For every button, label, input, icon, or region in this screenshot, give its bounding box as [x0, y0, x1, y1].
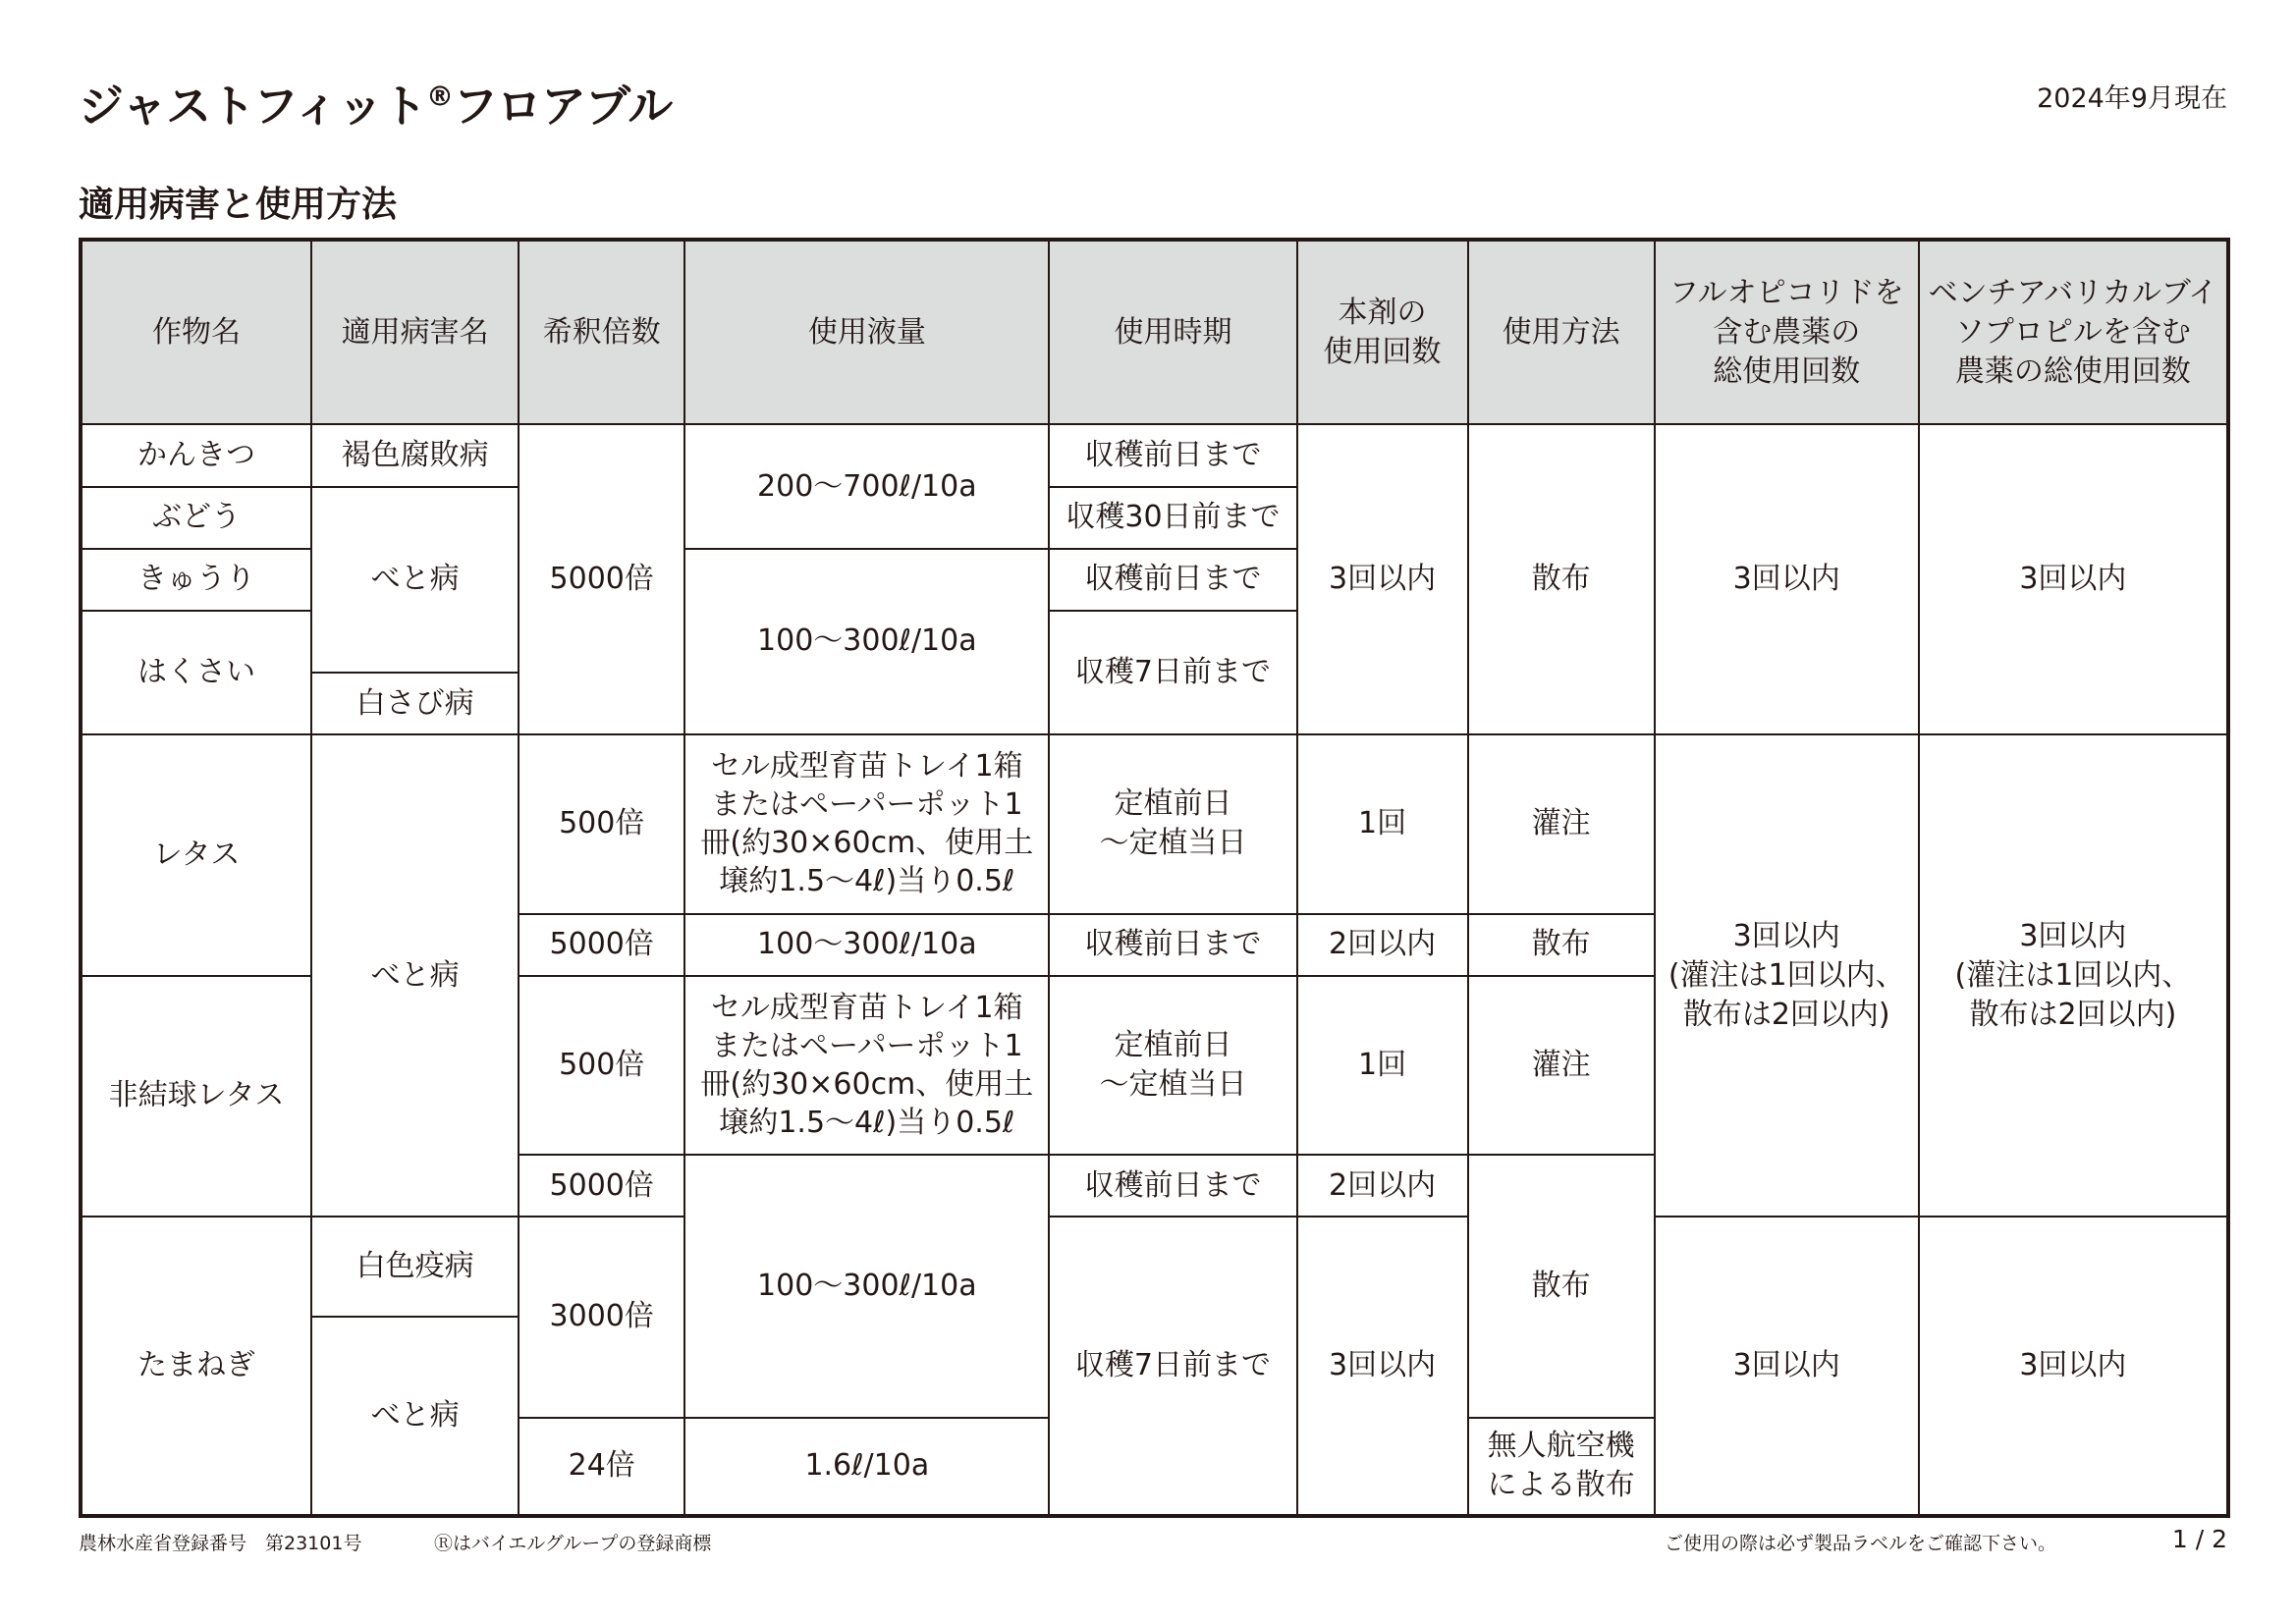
count-cell: 1回	[1297, 734, 1468, 913]
disease-cell: 白色疫病	[311, 1217, 519, 1317]
disease-cell: 白さび病	[311, 673, 519, 734]
volume-cell: 100〜300ℓ/10a	[684, 1155, 1049, 1418]
disease-cell: べと病	[311, 487, 519, 673]
trademark-note: Ⓡはバイエルグループの登録商標	[434, 1533, 712, 1554]
header-dilution: 希釈倍数	[519, 240, 684, 424]
timing-cell: 収穫前日まで	[1049, 914, 1296, 976]
header-count: 本剤の 使用回数	[1297, 240, 1468, 424]
registered-mark: ®	[426, 80, 454, 113]
header-crop: 作物名	[81, 240, 311, 424]
dilution-cell: 500倍	[519, 734, 684, 913]
disease-cell: べと病	[311, 1317, 519, 1516]
dilution-cell: 3000倍	[519, 1217, 684, 1417]
page-number: 1 / 2	[2171, 1525, 2227, 1553]
timing-cell: 定植前日 〜定植当日	[1049, 734, 1296, 913]
dilution-cell: 500倍	[519, 976, 684, 1155]
method-cell: 灌注	[1468, 734, 1655, 913]
method-cell: 散布	[1468, 1155, 1655, 1418]
crop-cell: ぶどう	[81, 487, 311, 549]
crop-cell: きゅうり	[81, 549, 311, 611]
timing-cell: 収穫前日まで	[1049, 1155, 1296, 1217]
fluopicolide-total-cell: 3回以内	[1655, 1217, 1919, 1516]
volume-cell: セル成型育苗トレイ1箱 またはペーパーポット1 冊(約30×60cm、使用土 壌約1.5〜4ℓ)当り0.5ℓ	[684, 734, 1049, 913]
disease-cell: 褐色腐敗病	[311, 424, 519, 486]
fluopicolide-total-cell: 3回以内	[1655, 424, 1919, 734]
crop-cell: かんきつ	[81, 424, 311, 486]
crop-cell: 非結球レタス	[81, 976, 311, 1217]
timing-cell: 定植前日 〜定植当日	[1049, 976, 1296, 1155]
disease-cell: べと病	[311, 734, 519, 1217]
timing-cell: 収穫30日前まで	[1049, 487, 1296, 549]
benthiavalicarb-total-cell: 3回以内	[1919, 1217, 2228, 1516]
table-row	[81, 424, 2228, 486]
table-row	[81, 734, 2228, 913]
header-disease: 適用病害名	[311, 240, 519, 424]
header-fluopicolide-total: フルオピコリドを 含む農薬の 総使用回数	[1655, 240, 1919, 424]
as-of-date: 2024年9月現在	[2037, 83, 2227, 114]
count-cell: 2回以内	[1297, 1155, 1468, 1217]
count-cell: 1回	[1297, 976, 1468, 1155]
registration-number: 農林水産省登録番号 第23101号	[79, 1533, 362, 1554]
header-timing: 使用時期	[1049, 240, 1296, 424]
method-cell: 散布	[1468, 914, 1655, 976]
volume-cell: 100〜300ℓ/10a	[684, 549, 1049, 734]
dilution-cell: 5000倍	[519, 1155, 684, 1217]
benthiavalicarb-total-cell: 3回以内	[1919, 424, 2228, 734]
product-title	[79, 71, 672, 135]
crop-cell: たまねぎ	[81, 1217, 311, 1516]
header-row	[81, 240, 2228, 424]
usage-table	[79, 238, 2230, 1518]
header-benthiavalicarb-total: ベンチアバリカルブイ ソプロピルを含む 農薬の総使用回数	[1919, 240, 2228, 424]
crop-cell: はくさい	[81, 611, 311, 734]
method-cell: 灌注	[1468, 976, 1655, 1155]
timing-cell: 収穫7日前まで	[1049, 1217, 1296, 1516]
volume-cell: 1.6ℓ/10a	[684, 1418, 1049, 1516]
dilution-cell: 5000倍	[519, 914, 684, 976]
method-cell: 散布	[1468, 424, 1655, 734]
timing-cell: 収穫7日前まで	[1049, 611, 1296, 734]
method-cell: 無人航空機 による散布	[1468, 1418, 1655, 1516]
volume-cell: 200〜700ℓ/10a	[684, 424, 1049, 548]
header-volume: 使用液量	[684, 240, 1049, 424]
label-notice: ご使用の際は必ず製品ラベルをご確認下さい。	[1665, 1533, 2057, 1554]
volume-cell: セル成型育苗トレイ1箱 またはペーパーポット1 冊(約30×60cm、使用土 壌約1.5〜4ℓ)当り0.5ℓ	[684, 976, 1049, 1155]
dilution-cell: 24倍	[519, 1418, 684, 1516]
timing-cell: 収穫前日まで	[1049, 424, 1296, 486]
fluopicolide-total-cell: 3回以内 (灌注は1回以内、 散布は2回以内)	[1655, 734, 1919, 1217]
benthiavalicarb-total-cell: 3回以内 (灌注は1回以内、 散布は2回以内)	[1919, 734, 2228, 1217]
count-cell: 3回以内	[1297, 1217, 1468, 1516]
product-name-suffix: フロアブル	[453, 80, 673, 133]
dilution-cell: 5000倍	[519, 424, 684, 734]
table-row	[81, 1217, 2228, 1317]
count-cell: 2回以内	[1297, 914, 1468, 976]
timing-cell: 収穫前日まで	[1049, 549, 1296, 611]
product-name: ジャストフィット	[79, 80, 427, 133]
crop-cell: レタス	[81, 734, 311, 976]
volume-cell: 100〜300ℓ/10a	[684, 914, 1049, 976]
header-method: 使用方法	[1468, 240, 1655, 424]
count-cell: 3回以内	[1297, 424, 1468, 734]
section-title: 適用病害と使用方法	[79, 185, 398, 225]
